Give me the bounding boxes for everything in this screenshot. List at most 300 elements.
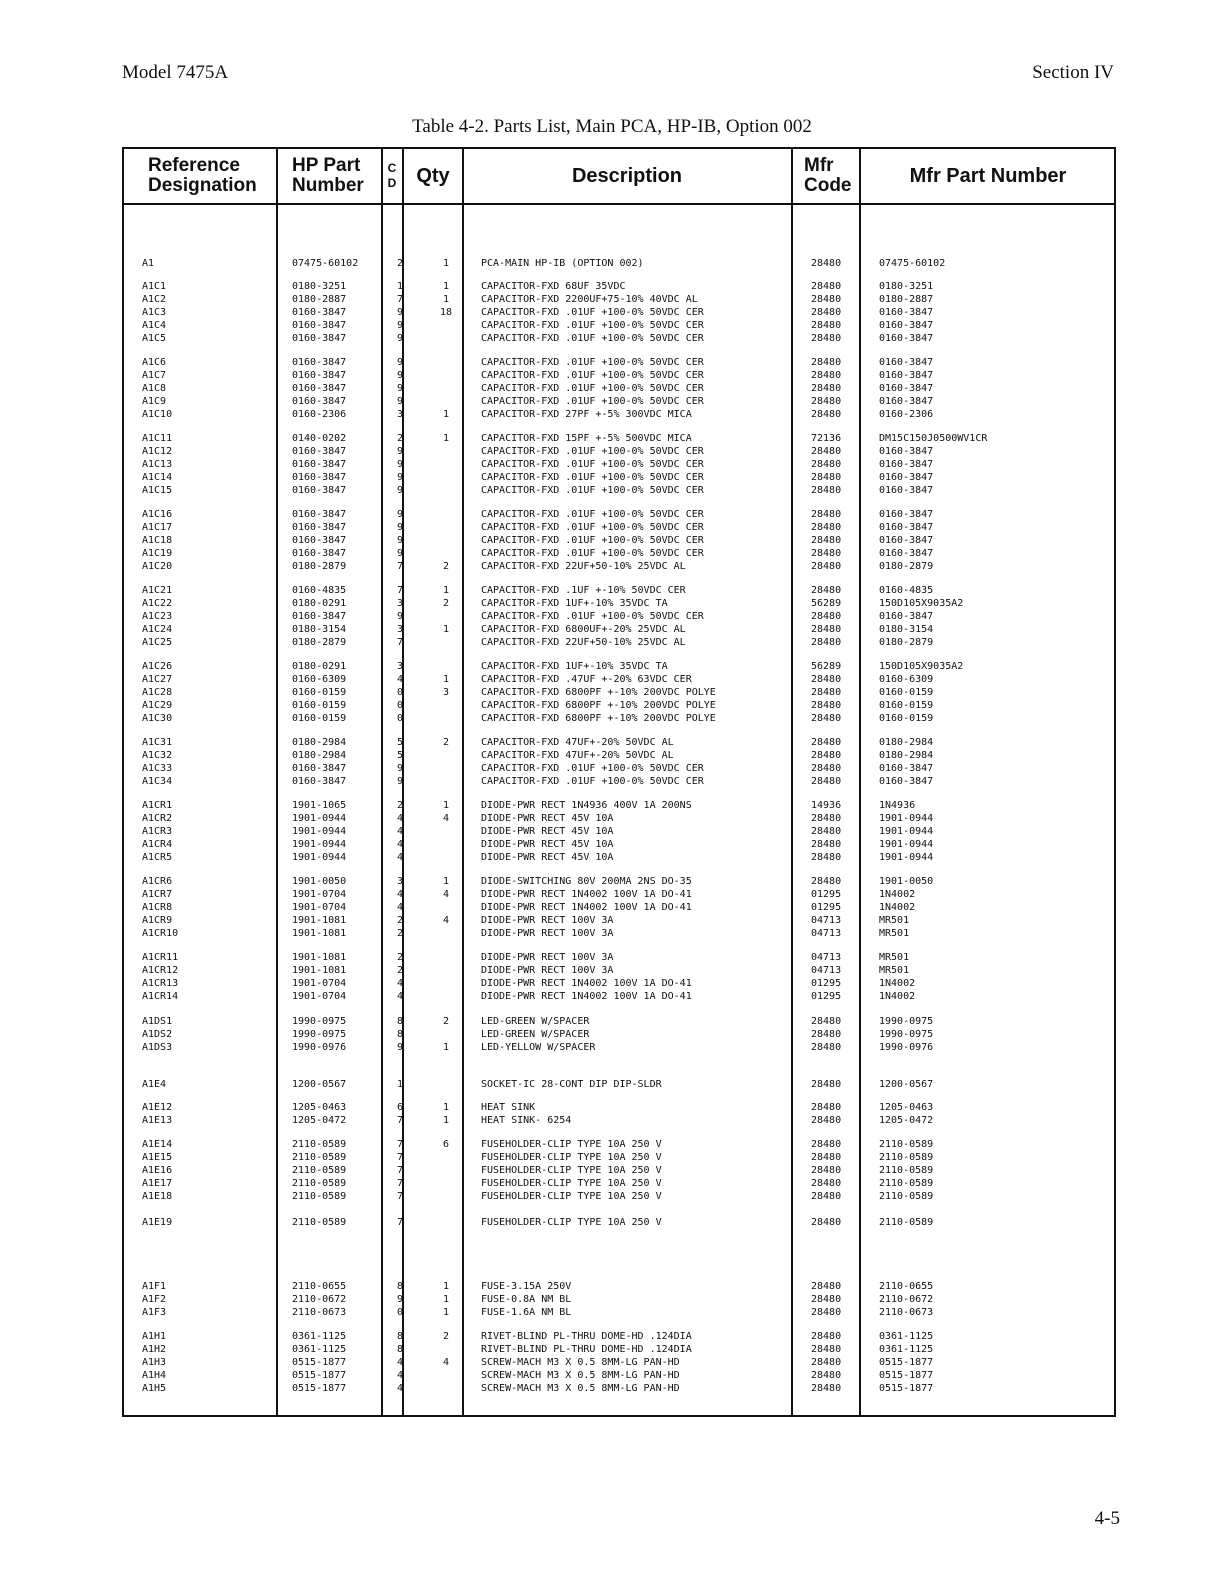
cell-description: CAPACITOR-FXD .01UF +100-0% 50VDC CER (481, 307, 704, 318)
cell-mfr-code: 28480 (811, 1294, 842, 1305)
cell-mfr-part-number: 2110-0589 (879, 1165, 934, 1176)
cell-description: CAPACITOR-FXD .01UF +100-0% 50VDC CER (481, 611, 704, 622)
cell-cd: 0 (396, 1307, 404, 1318)
cell-reference: A1C28 (142, 687, 173, 698)
cell-mfr-part-number: 0515-1877 (879, 1383, 934, 1394)
cell-description: CAPACITOR-FXD .01UF +100-0% 50VDC CER (481, 776, 704, 787)
cell-mfr-part-number: 1200-0567 (879, 1079, 934, 1090)
cell-description: CAPACITOR-FXD .01UF +100-0% 50VDC CER (481, 472, 704, 483)
table-row (124, 395, 1118, 408)
cell-description: FUSE-1.6A NM BL (481, 1307, 572, 1318)
cell-mfr-part-number: DM15C150J0500WV1CR (879, 433, 988, 444)
cell-mfr-code: 28480 (811, 472, 842, 483)
cell-hp-part: 0160-3847 (292, 370, 347, 381)
cell-mfr-code: 28480 (811, 852, 842, 863)
cell-description: CAPACITOR-FXD .01UF +100-0% 50VDC CER (481, 763, 704, 774)
cell-description: CAPACITOR-FXD 27PF +-5% 300VDC MICA (481, 409, 692, 420)
cell-cd: 7 (396, 294, 404, 305)
cell-mfr-part-number: 0160-3847 (879, 370, 934, 381)
table-row (124, 1028, 1118, 1041)
cell-cd: 9 (396, 370, 404, 381)
table-row (124, 927, 1118, 940)
cell-mfr-part-number: 0160-3847 (879, 320, 934, 331)
cell-mfr-code: 28480 (811, 1042, 842, 1053)
cell-mfr-code: 28480 (811, 1307, 842, 1318)
cell-description: CAPACITOR-FXD .01UF +100-0% 50VDC CER (481, 383, 704, 394)
cell-mfr-code: 28480 (811, 826, 842, 837)
cell-qty: 1 (442, 1115, 450, 1126)
cell-hp-part: 0160-3847 (292, 522, 347, 533)
cell-cd: 9 (396, 320, 404, 331)
cell-mfr-part-number: 0160-0159 (879, 713, 934, 724)
cell-reference: A1C17 (142, 522, 173, 533)
cell-cd: 5 (396, 737, 404, 748)
table-row (124, 445, 1118, 458)
cell-reference: A1CR14 (142, 991, 179, 1002)
table-row (124, 1216, 1118, 1229)
cell-mfr-code: 56289 (811, 661, 842, 672)
cell-mfr-code: 28480 (811, 485, 842, 496)
cell-hp-part: 0160-3847 (292, 548, 347, 559)
col-header-reference-line1: Reference (148, 155, 240, 176)
cell-hp-part: 2110-0589 (292, 1152, 347, 1163)
page-number: 4-5 (1094, 1508, 1120, 1529)
cell-description: LED-YELLOW W/SPACER (481, 1042, 596, 1053)
cell-description: SCREW-MACH M3 X 0.5 8MM-LG PAN-HD (481, 1357, 680, 1368)
col-header-mfr-part-number-label: Mfr Part Number (909, 164, 1067, 187)
cell-mfr-code: 01295 (811, 991, 842, 1002)
cell-hp-part: 2110-0672 (292, 1294, 347, 1305)
cell-mfr-part-number: MR501 (879, 915, 910, 926)
cell-cd: 4 (396, 1383, 404, 1394)
cell-description: CAPACITOR-FXD .01UF +100-0% 50VDC CER (481, 509, 704, 520)
cell-reference: A1C14 (142, 472, 173, 483)
cell-mfr-code: 28480 (811, 370, 842, 381)
cell-mfr-part-number: 0160-3847 (879, 535, 934, 546)
cell-mfr-part-number: 1205-0463 (879, 1102, 934, 1113)
cell-description: PCA-MAIN HP-IB (OPTION 002) (481, 258, 644, 269)
cell-mfr-part-number: 0180-2984 (879, 750, 934, 761)
cell-hp-part: 0180-3154 (292, 624, 347, 635)
cell-mfr-code: 28480 (811, 1165, 842, 1176)
cell-reference: A1DS1 (142, 1016, 173, 1027)
cell-cd: 7 (396, 1217, 404, 1228)
table-row (124, 825, 1118, 838)
cell-mfr-code: 28480 (811, 637, 842, 648)
cell-cd: 4 (396, 991, 404, 1002)
cell-reference: A1C31 (142, 737, 173, 748)
header-section: Section IV (1032, 62, 1114, 83)
cell-mfr-part-number: 0160-0159 (879, 700, 934, 711)
cell-cd: 3 (396, 876, 404, 887)
cell-qty: 1 (442, 281, 450, 292)
cell-cd: 9 (396, 357, 404, 368)
table-row (124, 1293, 1118, 1306)
cell-qty: 4 (442, 1357, 450, 1368)
table-row (124, 1369, 1118, 1382)
cell-description: CAPACITOR-FXD .01UF +100-0% 50VDC CER (481, 485, 704, 496)
cell-mfr-part-number: 0160-2306 (879, 409, 934, 420)
cell-mfr-code: 28480 (811, 1029, 842, 1040)
cell-mfr-part-number: 1901-0944 (879, 852, 934, 863)
cell-reference: A1DS2 (142, 1029, 173, 1040)
cell-mfr-code: 28480 (811, 700, 842, 711)
cell-reference: A1C6 (142, 357, 167, 368)
table-row (124, 382, 1118, 395)
cell-reference: A1CR1 (142, 800, 173, 811)
cell-qty: 3 (442, 687, 450, 698)
cell-mfr-code: 14936 (811, 800, 842, 811)
cell-mfr-part-number: 1990-0975 (879, 1016, 934, 1027)
cell-description: CAPACITOR-FXD .01UF +100-0% 50VDC CER (481, 548, 704, 559)
table-row (124, 1101, 1118, 1114)
cell-mfr-part-number: 1901-0050 (879, 876, 934, 887)
cell-description: CAPACITOR-FXD .01UF +100-0% 50VDC CER (481, 333, 704, 344)
table-row (124, 1078, 1118, 1091)
cell-mfr-part-number: 0180-3251 (879, 281, 934, 292)
cell-cd: 9 (396, 776, 404, 787)
cell-reference: A1CR5 (142, 852, 173, 863)
cell-cd: 4 (396, 889, 404, 900)
cell-qty: 1 (442, 258, 450, 269)
cell-reference: A1C26 (142, 661, 173, 672)
cell-hp-part: 1901-1065 (292, 800, 347, 811)
cell-hp-part: 0515-1877 (292, 1383, 347, 1394)
cell-description: DIODE-PWR RECT 100V 3A (481, 952, 614, 963)
cell-hp-part: 1200-0567 (292, 1079, 347, 1090)
cell-reference: A1E13 (142, 1115, 173, 1126)
cell-mfr-part-number: 1N4002 (879, 991, 916, 1002)
cell-reference: A1CR8 (142, 902, 173, 913)
cell-qty: 18 (439, 307, 453, 318)
cell-mfr-code: 28480 (811, 1191, 842, 1202)
cell-cd: 9 (396, 472, 404, 483)
cell-hp-part: 07475-60102 (292, 258, 359, 269)
table-row (124, 584, 1118, 597)
cell-reference: A1E12 (142, 1102, 173, 1113)
cell-mfr-code: 28480 (811, 307, 842, 318)
col-header-mfr-code (804, 149, 860, 203)
cell-reference: A1C7 (142, 370, 167, 381)
table-row (124, 560, 1118, 573)
col-header-cd-line2: D (387, 176, 397, 190)
cell-reference: A1C34 (142, 776, 173, 787)
cell-hp-part: 0160-0159 (292, 713, 347, 724)
cell-mfr-code: 28480 (811, 813, 842, 824)
cell-reference: A1E19 (142, 1217, 173, 1228)
cell-reference: A1H1 (142, 1331, 167, 1342)
table-row (124, 534, 1118, 547)
cell-description: FUSE-3.15A 250V (481, 1281, 572, 1292)
cell-mfr-code: 28480 (811, 585, 842, 596)
cell-mfr-code: 28480 (811, 1178, 842, 1189)
cell-hp-part: 0180-3251 (292, 281, 347, 292)
cell-hp-part: 1901-0704 (292, 889, 347, 900)
cell-cd: 7 (396, 1115, 404, 1126)
table-row (124, 458, 1118, 471)
cell-mfr-code: 28480 (811, 1217, 842, 1228)
cell-description: DIODE-PWR RECT 100V 3A (481, 928, 614, 939)
cell-description: HEAT SINK (481, 1102, 536, 1113)
cell-mfr-code: 28480 (811, 1079, 842, 1090)
table-row (124, 1177, 1118, 1190)
cell-mfr-part-number: 1N4936 (879, 800, 916, 811)
cell-mfr-code: 28480 (811, 1115, 842, 1126)
header-model: Model 7475A (122, 62, 229, 83)
cell-reference: A1E16 (142, 1165, 173, 1176)
cell-hp-part: 0160-3847 (292, 320, 347, 331)
cell-cd: 2 (396, 433, 404, 444)
cell-mfr-part-number: 2110-0589 (879, 1139, 934, 1150)
cell-mfr-part-number: 1N4002 (879, 889, 916, 900)
col-header-reference-line2: Designation (148, 175, 257, 196)
cell-description: CAPACITOR-FXD .01UF +100-0% 50VDC CER (481, 522, 704, 533)
cell-description: CAPACITOR-FXD 47UF+-20% 50VDC AL (481, 737, 674, 748)
cell-hp-part: 1205-0463 (292, 1102, 347, 1113)
cell-description: CAPACITOR-FXD .47UF +-20% 63VDC CER (481, 674, 692, 685)
cell-description: CAPACITOR-FXD .01UF +100-0% 50VDC CER (481, 320, 704, 331)
cell-hp-part: 0180-2887 (292, 294, 347, 305)
cell-hp-part: 2110-0655 (292, 1281, 347, 1292)
cell-description: DIODE-PWR RECT 1N4936 400V 1A 200NS (481, 800, 692, 811)
cell-hp-part: 0160-3847 (292, 776, 347, 787)
cell-description: CAPACITOR-FXD 6800PF +-10% 200VDC POLYE (481, 713, 716, 724)
cell-mfr-part-number: 07475-60102 (879, 258, 946, 269)
cell-hp-part: 2110-0673 (292, 1307, 347, 1318)
cell-reference: A1C24 (142, 624, 173, 635)
cell-description: CAPACITOR-FXD .01UF +100-0% 50VDC CER (481, 446, 704, 457)
cell-cd: 9 (396, 522, 404, 533)
table-row (124, 521, 1118, 534)
cell-reference: A1C19 (142, 548, 173, 559)
cell-mfr-part-number: 0160-3847 (879, 472, 934, 483)
table-row (124, 660, 1118, 673)
cell-hp-part: 1901-1081 (292, 915, 347, 926)
cell-mfr-code: 28480 (811, 750, 842, 761)
cell-mfr-code: 28480 (811, 1139, 842, 1150)
cell-reference: A1C3 (142, 307, 167, 318)
cell-cd: 8 (396, 1029, 404, 1040)
table-row (124, 432, 1118, 445)
cell-description: SOCKET-IC 28-CONT DIP DIP-SLDR (481, 1079, 662, 1090)
cell-mfr-part-number: 0160-0159 (879, 687, 934, 698)
col-header-description-label: Description (571, 164, 683, 187)
cell-reference: A1H2 (142, 1344, 167, 1355)
cell-description: CAPACITOR-FXD 1UF+-10% 35VDC TA (481, 661, 668, 672)
cell-mfr-part-number: 150D105X9035A2 (879, 598, 964, 609)
cell-hp-part: 2110-0589 (292, 1191, 347, 1202)
cell-mfr-part-number: 2110-0589 (879, 1152, 934, 1163)
cell-hp-part: 0160-3847 (292, 509, 347, 520)
cell-description: FUSEHOLDER-CLIP TYPE 10A 250 V (481, 1165, 662, 1176)
cell-cd: 8 (396, 1016, 404, 1027)
cell-qty: 1 (442, 294, 450, 305)
cell-cd: 9 (396, 611, 404, 622)
cell-mfr-part-number: 2110-0589 (879, 1178, 934, 1189)
cell-cd: 2 (396, 965, 404, 976)
cell-cd: 9 (396, 383, 404, 394)
cell-hp-part: 0361-1125 (292, 1331, 347, 1342)
table-row (124, 901, 1118, 914)
cell-mfr-part-number: MR501 (879, 965, 910, 976)
cell-cd: 0 (396, 687, 404, 698)
cell-reference: A1C4 (142, 320, 167, 331)
cell-hp-part: 1901-0704 (292, 991, 347, 1002)
cell-mfr-part-number: 0160-3847 (879, 357, 934, 368)
cell-mfr-part-number: 0180-2887 (879, 294, 934, 305)
cell-cd: 7 (396, 585, 404, 596)
cell-description: CAPACITOR-FXD 47UF+-20% 50VDC AL (481, 750, 674, 761)
cell-reference: A1CR7 (142, 889, 173, 900)
cell-mfr-part-number: 1205-0472 (879, 1115, 934, 1126)
cell-hp-part: 1901-1081 (292, 952, 347, 963)
cell-mfr-part-number: 1N4002 (879, 978, 916, 989)
cell-mfr-part-number: 0515-1877 (879, 1357, 934, 1368)
cell-cd: 4 (396, 813, 404, 824)
cell-cd: 9 (396, 1294, 404, 1305)
cell-description: DIODE-PWR RECT 1N4002 100V 1A DO-41 (481, 978, 692, 989)
cell-hp-part: 0160-0159 (292, 687, 347, 698)
cell-cd: 7 (396, 1165, 404, 1176)
table-row (124, 749, 1118, 762)
cell-mfr-part-number: 1N4002 (879, 902, 916, 913)
col-header-qty-label: Qty (416, 164, 450, 187)
cell-qty: 1 (442, 1294, 450, 1305)
table-row (124, 636, 1118, 649)
cell-reference: A1C32 (142, 750, 173, 761)
col-header-hp-part-line2: Number (292, 175, 364, 196)
cell-qty: 2 (442, 737, 450, 748)
cell-hp-part: 2110-0589 (292, 1217, 347, 1228)
cell-mfr-part-number: 0160-3847 (879, 509, 934, 520)
cell-mfr-code: 72136 (811, 433, 842, 444)
cell-mfr-part-number: 1901-0944 (879, 813, 934, 824)
table-row (124, 369, 1118, 382)
cell-hp-part: 0160-3847 (292, 763, 347, 774)
cell-qty: 4 (442, 889, 450, 900)
cell-hp-part: 0160-4835 (292, 585, 347, 596)
cell-hp-part: 2110-0589 (292, 1178, 347, 1189)
cell-cd: 9 (396, 763, 404, 774)
cell-cd: 7 (396, 1178, 404, 1189)
cell-cd: 7 (396, 1139, 404, 1150)
cell-mfr-code: 28480 (811, 509, 842, 520)
cell-reference: A1E17 (142, 1178, 173, 1189)
cell-reference: A1C9 (142, 396, 167, 407)
cell-mfr-code: 28480 (811, 333, 842, 344)
cell-reference: A1C2 (142, 294, 167, 305)
cell-reference: A1C8 (142, 383, 167, 394)
cell-description: DIODE-PWR RECT 45V 10A (481, 839, 614, 850)
cell-mfr-part-number: 0160-4835 (879, 585, 934, 596)
cell-mfr-code: 28480 (811, 687, 842, 698)
cell-mfr-code: 28480 (811, 396, 842, 407)
cell-qty: 1 (442, 409, 450, 420)
cell-mfr-part-number: 2110-0673 (879, 1307, 934, 1318)
cell-mfr-part-number: 0160-3847 (879, 776, 934, 787)
table-row (124, 812, 1118, 825)
table-row (124, 1306, 1118, 1319)
col-header-description (463, 149, 791, 203)
cell-cd: 4 (396, 852, 404, 863)
cell-mfr-code: 28480 (811, 357, 842, 368)
cell-reference: A1H3 (142, 1357, 167, 1368)
cell-mfr-part-number: 0160-3847 (879, 333, 934, 344)
table-row (124, 280, 1118, 293)
table-row (124, 1356, 1118, 1369)
cell-description: CAPACITOR-FXD 1UF+-10% 35VDC TA (481, 598, 668, 609)
cell-description: HEAT SINK- 6254 (481, 1115, 572, 1126)
cell-mfr-code: 28480 (811, 459, 842, 470)
cell-cd: 9 (396, 485, 404, 496)
cell-hp-part: 1901-0704 (292, 978, 347, 989)
table-row (124, 319, 1118, 332)
cell-description: DIODE-PWR RECT 1N4002 100V 1A DO-41 (481, 902, 692, 913)
cell-hp-part: 0160-6309 (292, 674, 347, 685)
col-header-mfr-code-line2: Code (804, 175, 852, 196)
table-row (124, 508, 1118, 521)
col-header-mfr-code-line1: Mfr (804, 155, 834, 176)
cell-mfr-code: 28480 (811, 281, 842, 292)
cell-mfr-part-number: 0160-3847 (879, 522, 934, 533)
cell-mfr-part-number: 0361-1125 (879, 1344, 934, 1355)
cell-reference: A1CR12 (142, 965, 179, 976)
table-row (124, 977, 1118, 990)
cell-mfr-part-number: 0160-3847 (879, 446, 934, 457)
cell-qty: 1 (442, 1042, 450, 1053)
cell-reference: A1CR6 (142, 876, 173, 887)
cell-reference: A1C11 (142, 433, 173, 444)
cell-reference: A1F1 (142, 1281, 167, 1292)
cell-reference: A1C1 (142, 281, 167, 292)
cell-qty: 1 (442, 585, 450, 596)
cell-description: CAPACITOR-FXD 68UF 35VDC (481, 281, 626, 292)
cell-mfr-code: 28480 (811, 1344, 842, 1355)
cell-reference: A1C22 (142, 598, 173, 609)
cell-hp-part: 0160-3847 (292, 485, 347, 496)
cell-cd: 7 (396, 1191, 404, 1202)
cell-hp-part: 1901-0704 (292, 902, 347, 913)
table-row (124, 888, 1118, 901)
cell-mfr-code: 28480 (811, 624, 842, 635)
cell-description: CAPACITOR-FXD 6800PF +-10% 200VDC POLYE (481, 700, 716, 711)
cell-mfr-part-number: 0180-2879 (879, 561, 934, 572)
cell-mfr-code: 04713 (811, 965, 842, 976)
cell-mfr-part-number: 0180-2984 (879, 737, 934, 748)
table-row (124, 712, 1118, 725)
table-row (124, 799, 1118, 812)
cell-reference: A1DS3 (142, 1042, 173, 1053)
table-row (124, 1114, 1118, 1127)
table-row (124, 408, 1118, 421)
cell-mfr-code: 28480 (811, 1281, 842, 1292)
cell-description: CAPACITOR-FXD .01UF +100-0% 50VDC CER (481, 535, 704, 546)
cell-description: FUSEHOLDER-CLIP TYPE 10A 250 V (481, 1191, 662, 1202)
table-row (124, 964, 1118, 977)
cell-description: FUSEHOLDER-CLIP TYPE 10A 250 V (481, 1217, 662, 1228)
cell-qty: 1 (442, 1281, 450, 1292)
cell-hp-part: 0160-3847 (292, 459, 347, 470)
cell-reference: A1C25 (142, 637, 173, 648)
cell-description: RIVET-BLIND PL-THRU DOME-HD .124DIA (481, 1331, 692, 1342)
cell-qty: 1 (442, 1102, 450, 1113)
cell-qty: 2 (442, 1016, 450, 1027)
cell-hp-part: 1205-0472 (292, 1115, 347, 1126)
cell-reference: A1C16 (142, 509, 173, 520)
cell-hp-part: 0515-1877 (292, 1357, 347, 1368)
cell-mfr-part-number: 2110-0655 (879, 1281, 934, 1292)
cell-hp-part: 0160-3847 (292, 383, 347, 394)
